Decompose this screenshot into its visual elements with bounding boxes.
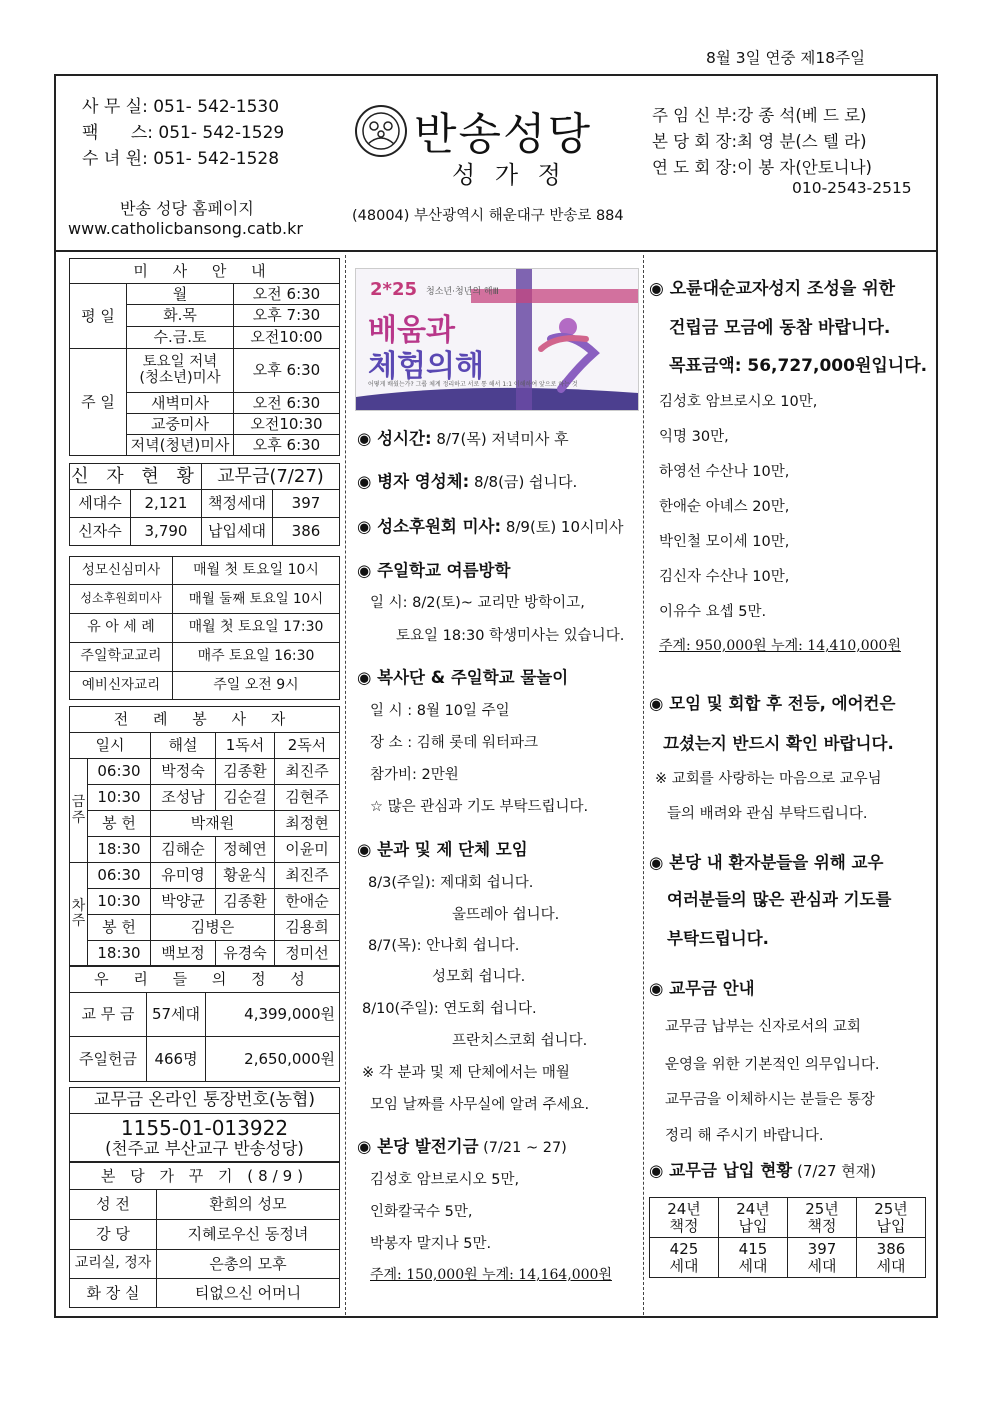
bulletin-date: 8월 3일 연중 제18주일 <box>706 49 866 67</box>
fund-donor: 박봉자 말지나 5만. <box>370 1236 492 1252</box>
column-divider-left <box>345 255 346 1315</box>
water-park-line: 일 시 : 8월 10일 주일 <box>370 703 510 719</box>
fund-total: 주계: 150,000원 누계: 14,164,000원 <box>370 1267 612 1283</box>
monthly-value: 매월 첫 토요일 10시 <box>173 557 340 585</box>
bank-info <box>70 1114 340 1162</box>
contact-fax: 팩 스: 051- 542-1529 <box>82 123 285 143</box>
contact-office: 사 무 실: 051- 542-1530 <box>82 97 280 117</box>
banner-year: 2*25 <box>370 279 417 300</box>
dues-info-line: 운영을 위한 기본적인 의무입니다. <box>665 1057 880 1073</box>
groups-line: 울뜨레아 쉽니다. <box>452 907 560 923</box>
monthly-label: 성소후원회미사 <box>70 585 173 614</box>
groups-title: ◉ 분과 및 제 단체 모임 <box>357 840 528 859</box>
server-name: 박정숙 <box>151 759 216 785</box>
shrine-goal: 목표금액: 56,727,000원입니다. <box>669 356 928 376</box>
decor-title: 본 당 가 꾸 기 (8/9) <box>70 1163 340 1190</box>
server-name: 최진주 <box>275 863 340 889</box>
lights-line: ※ 교회를 사랑하는 마음으로 교우님 <box>655 771 882 787</box>
server-name: 박재원 <box>151 811 275 837</box>
mass-time: 오후 6:30 <box>234 349 340 393</box>
dues-status-table <box>649 1197 926 1278</box>
bank-account-table <box>69 1087 340 1162</box>
week1-label: 금 주 <box>70 759 88 863</box>
member-value: 397 <box>273 490 340 518</box>
dues-info-title: ◉ 교무금 안내 <box>649 979 755 998</box>
server-time: 06:30 <box>88 759 151 785</box>
groups-line: 프란치스코회 쉽니다. <box>452 1033 588 1049</box>
status-value: 386 세대 <box>857 1238 926 1278</box>
decor-value: 티없으신 어머니 <box>157 1279 340 1308</box>
development-fund-title: ◉ 본당 발전기금 (7/21 ~ 27) <box>357 1137 567 1156</box>
member-value: 2,121 <box>131 490 202 518</box>
status-header: 25년 납입 <box>857 1198 926 1238</box>
sick-communion-notice: ◉ 병자 영성체: 8/8(금) 쉽니다. <box>357 472 578 491</box>
water-park-line: 장 소 : 김해 롯데 워터파크 <box>370 735 539 751</box>
servers-header: 일시 <box>70 733 151 759</box>
server-name: 김현주 <box>275 785 340 811</box>
weekday-label: 평 일 <box>70 284 127 349</box>
member-value: 3,790 <box>131 518 202 546</box>
mass-day: 저녁(청년)미사 <box>127 435 234 456</box>
mass-time: 오전 6:30 <box>234 393 340 414</box>
homepage-label: 반송 성당 홈페이지 <box>120 199 254 218</box>
servers-table <box>69 706 340 966</box>
decor-value: 은총의 모후 <box>157 1250 340 1279</box>
servers-header: 해설 <box>151 733 216 759</box>
vocation-mass-notice: ◉ 성소후원회 미사: 8/9(토) 10시미사 <box>357 517 624 536</box>
mass-day: 월 <box>127 284 234 305</box>
mass-time: 오전10:30 <box>234 414 340 435</box>
server-name: 조성남 <box>151 785 216 811</box>
shrine-line: 건립금 모금에 동참 바랍니다. <box>669 318 891 338</box>
decor-value: 지혜로우신 동정녀 <box>157 1220 340 1250</box>
adoration-notice: ◉ 성시간: 8/7(목) 저녁미사 후 <box>357 429 569 448</box>
shrine-donor: 이유수 요셉 5만. <box>659 604 767 620</box>
member-label: 책정세대 <box>202 490 273 518</box>
server-name: 정미선 <box>275 941 340 966</box>
server-time: 18:30 <box>88 941 151 966</box>
servers-header: 2독서 <box>275 733 340 759</box>
offering-amount: 2,650,000원 <box>206 1037 340 1082</box>
offering-count: 57세대 <box>147 993 206 1037</box>
decor-table <box>69 1162 340 1308</box>
status-header: 24년 납입 <box>719 1198 788 1238</box>
week2-label: 차 주 <box>70 863 88 966</box>
shrine-donor: 익명 30만, <box>659 429 729 445</box>
server-name: 김병은 <box>151 915 275 941</box>
server-time: 06:30 <box>88 863 151 889</box>
mass-day: 수.금.토 <box>127 327 234 349</box>
decor-label: 화 장 실 <box>70 1279 157 1308</box>
shrine-donor: 하영선 수산나 10만, <box>659 464 790 480</box>
server-name: 유미영 <box>151 863 216 889</box>
banner-footnote: 어떻게 배웠는가? 그룹 체계 정리하고 서로 통 해서 1:1 이해하여 앞으로 하는 것 <box>368 381 578 388</box>
banner-small: 청소년·청년의 해Ⅲ <box>426 287 499 297</box>
youth-year-banner <box>355 268 639 411</box>
mass-time: 오전10:00 <box>234 327 340 349</box>
monthly-schedule-table <box>69 556 340 700</box>
server-name: 최진주 <box>275 759 340 785</box>
members-title: 신 자 현 황 <box>70 464 202 490</box>
groups-line: 8/10(주일): 연도회 쉽니다. <box>362 1001 537 1017</box>
shrine-donor: 김성호 암브로시오 10만, <box>659 394 818 410</box>
groups-line: ※ 각 분과 및 제 단체에서는 매월 <box>362 1065 570 1081</box>
offering-table <box>69 966 340 1082</box>
dues-title: 교무금(7/27) <box>202 464 340 490</box>
groups-line: 8/7(목): 안나회 쉽니다. <box>368 938 520 954</box>
contact-convent: 수 녀 원: 051- 542-1528 <box>82 149 280 169</box>
dues-info-line: 교무금을 이체하시는 분들은 통장 <box>665 1092 875 1108</box>
offering-count: 466명 <box>147 1037 206 1082</box>
status-header: 24년 책정 <box>650 1198 719 1238</box>
monthly-value: 매월 첫 토요일 17:30 <box>173 614 340 643</box>
monthly-value: 매월 둘째 토요일 10시 <box>173 585 340 614</box>
water-park-line: 참가비: 2만원 <box>370 767 459 783</box>
server-name: 김해순 <box>151 837 216 863</box>
shrine-total: 주계: 950,000원 누계: 14,410,000원 <box>659 638 901 654</box>
offering-amount: 4,399,000원 <box>206 993 340 1037</box>
status-header: 25년 책정 <box>788 1198 857 1238</box>
server-name: 한애순 <box>275 889 340 915</box>
monthly-value: 매주 토요일 16:30 <box>173 643 340 672</box>
patients-line: ◉ 본당 내 환자분들을 위해 교우 <box>649 853 884 872</box>
staff-funeral-head: 연 도 회 장:이 봉 자(안토니나) <box>652 158 872 177</box>
server-name: 백보정 <box>151 941 216 966</box>
banner-line1: 배움과 <box>368 313 455 348</box>
shrine-donor: 김신자 수산나 10만, <box>659 569 790 585</box>
decor-label: 강 당 <box>70 1220 157 1250</box>
mass-schedule-table <box>69 258 340 456</box>
server-name: 최정현 <box>275 811 340 837</box>
mass-time: 오후 6:30 <box>234 435 340 456</box>
server-name: 김순걸 <box>216 785 275 811</box>
groups-line: 성모회 쉽니다. <box>432 969 526 985</box>
dues-status-title: ◉ 교무금 납입 현황 (7/27 현재) <box>649 1161 877 1180</box>
decor-label: 교리실, 정자 <box>70 1250 157 1279</box>
monthly-label: 예비신자교리 <box>70 672 173 700</box>
member-value: 386 <box>273 518 340 546</box>
water-park-line: ☆ 많은 관심과 기도 부탁드립니다. <box>370 799 589 815</box>
server-name: 정혜연 <box>216 837 275 863</box>
school-vacation-title: ◉ 주일학교 여름방학 <box>357 561 511 580</box>
server-time: 18:30 <box>88 837 151 863</box>
water-park-title: ◉ 복사단 & 주일학교 물놀이 <box>357 668 569 687</box>
groups-line: 8/3(주일): 제대회 쉽니다. <box>368 875 534 891</box>
parish-subtitle: 성 가 정 <box>452 161 567 189</box>
lights-line: 들의 배려와 관심 부탁드립니다. <box>667 806 868 822</box>
server-name: 김종환 <box>216 889 275 915</box>
staff-president: 본 당 회 장:최 영 분(스 텔 라) <box>652 132 867 151</box>
status-value: 425 세대 <box>650 1238 719 1278</box>
monthly-value: 주일 오전 9시 <box>173 672 340 700</box>
member-label: 세대수 <box>70 490 131 518</box>
shrine-donor: 박인철 모이세 10만, <box>659 534 790 550</box>
mass-day: 화.목 <box>127 305 234 327</box>
parish-seal-icon <box>354 104 408 158</box>
header-divider <box>54 250 938 252</box>
banner-line2: 체험의해 <box>368 349 484 384</box>
mass-time: 오전 6:30 <box>234 284 340 305</box>
monthly-label: 주일학교교리 <box>70 643 173 672</box>
status-value: 397 세대 <box>788 1238 857 1278</box>
shrine-donor: 한애순 아녜스 20만, <box>659 499 790 515</box>
server-time: 봉 헌 <box>88 915 151 941</box>
offering-label: 주일헌금 <box>70 1037 147 1082</box>
server-name: 유경숙 <box>216 941 275 966</box>
school-vacation-line: 일 시: 8/2(토)~ 교리만 방학이고, <box>370 595 585 611</box>
homepage-url[interactable]: www.catholicbansong.catb.kr <box>68 219 303 238</box>
column-divider-right <box>643 255 644 1315</box>
server-time: 봉 헌 <box>88 811 151 837</box>
server-name: 김종환 <box>216 759 275 785</box>
lights-line: ◉ 모임 및 회합 후 전등, 에어컨은 <box>649 694 896 713</box>
servers-title: 전 례 봉 사 자 <box>70 707 340 733</box>
server-name: 이윤미 <box>275 837 340 863</box>
server-time: 10:30 <box>88 785 151 811</box>
parish-title: 반송성당 <box>414 109 593 160</box>
monthly-label: 유 아 세 례 <box>70 614 173 643</box>
mass-day: 새벽미사 <box>127 393 234 414</box>
monthly-label: 성모신심미사 <box>70 557 173 585</box>
server-name: 박양균 <box>151 889 216 915</box>
fund-donor: 인화칼국수 5만, <box>370 1204 473 1220</box>
mass-day: 교중미사 <box>127 414 234 435</box>
server-name: 황윤식 <box>216 863 275 889</box>
decor-value: 환희의 성모 <box>157 1190 340 1220</box>
member-label: 신자수 <box>70 518 131 546</box>
groups-line: 모임 날짜를 사무실에 알려 주세요. <box>370 1097 590 1113</box>
servers-header: 1독서 <box>216 733 275 759</box>
bank-holder: (천주교 부산교구 반송성당) <box>105 1138 304 1158</box>
school-vacation-line: 토요일 18:30 학생미사는 있습니다. <box>396 628 625 644</box>
offering-title: 우 리 들 의 정 성 <box>70 967 340 993</box>
dues-info-line: 교무금 납부는 신자로서의 교회 <box>665 1019 861 1035</box>
patients-line: 부탁드립니다. <box>667 929 769 948</box>
sunday-label: 주 일 <box>70 349 127 456</box>
staff-phone: 010-2543-2515 <box>792 179 912 197</box>
members-table <box>69 463 340 546</box>
status-value: 415 세대 <box>719 1238 788 1278</box>
bank-number: 1155-01-013922 <box>120 1115 289 1140</box>
bank-title: 교무금 온라인 통장번호(농협) <box>70 1088 340 1114</box>
mass-time: 오후 7:30 <box>234 305 340 327</box>
shrine-line: ◉ 오륜대순교자성지 조성을 위한 <box>649 279 896 299</box>
fund-donor: 김성호 암브로시오 5만, <box>370 1172 520 1188</box>
dues-info-line: 정리 해 주시기 바랍니다. <box>665 1128 824 1144</box>
server-time: 10:30 <box>88 889 151 915</box>
lights-line: 끄셨는지 반드시 확인 바랍니다. <box>663 734 894 753</box>
server-name: 김용희 <box>275 915 340 941</box>
decor-label: 성 전 <box>70 1190 157 1220</box>
staff-pastor: 주 임 신 부:강 종 석(베 드 로) <box>652 106 867 125</box>
mass-day: 토요일 저녁 (청소년)미사 <box>127 349 234 393</box>
mass-title: 미 사 안 내 <box>70 259 340 284</box>
parish-address: (48004) 부산광역시 해운대구 반송로 884 <box>352 208 624 224</box>
patients-line: 여러분들의 많은 관심과 기도를 <box>667 890 892 909</box>
offering-label: 교 무 금 <box>70 993 147 1037</box>
member-label: 납입세대 <box>202 518 273 546</box>
